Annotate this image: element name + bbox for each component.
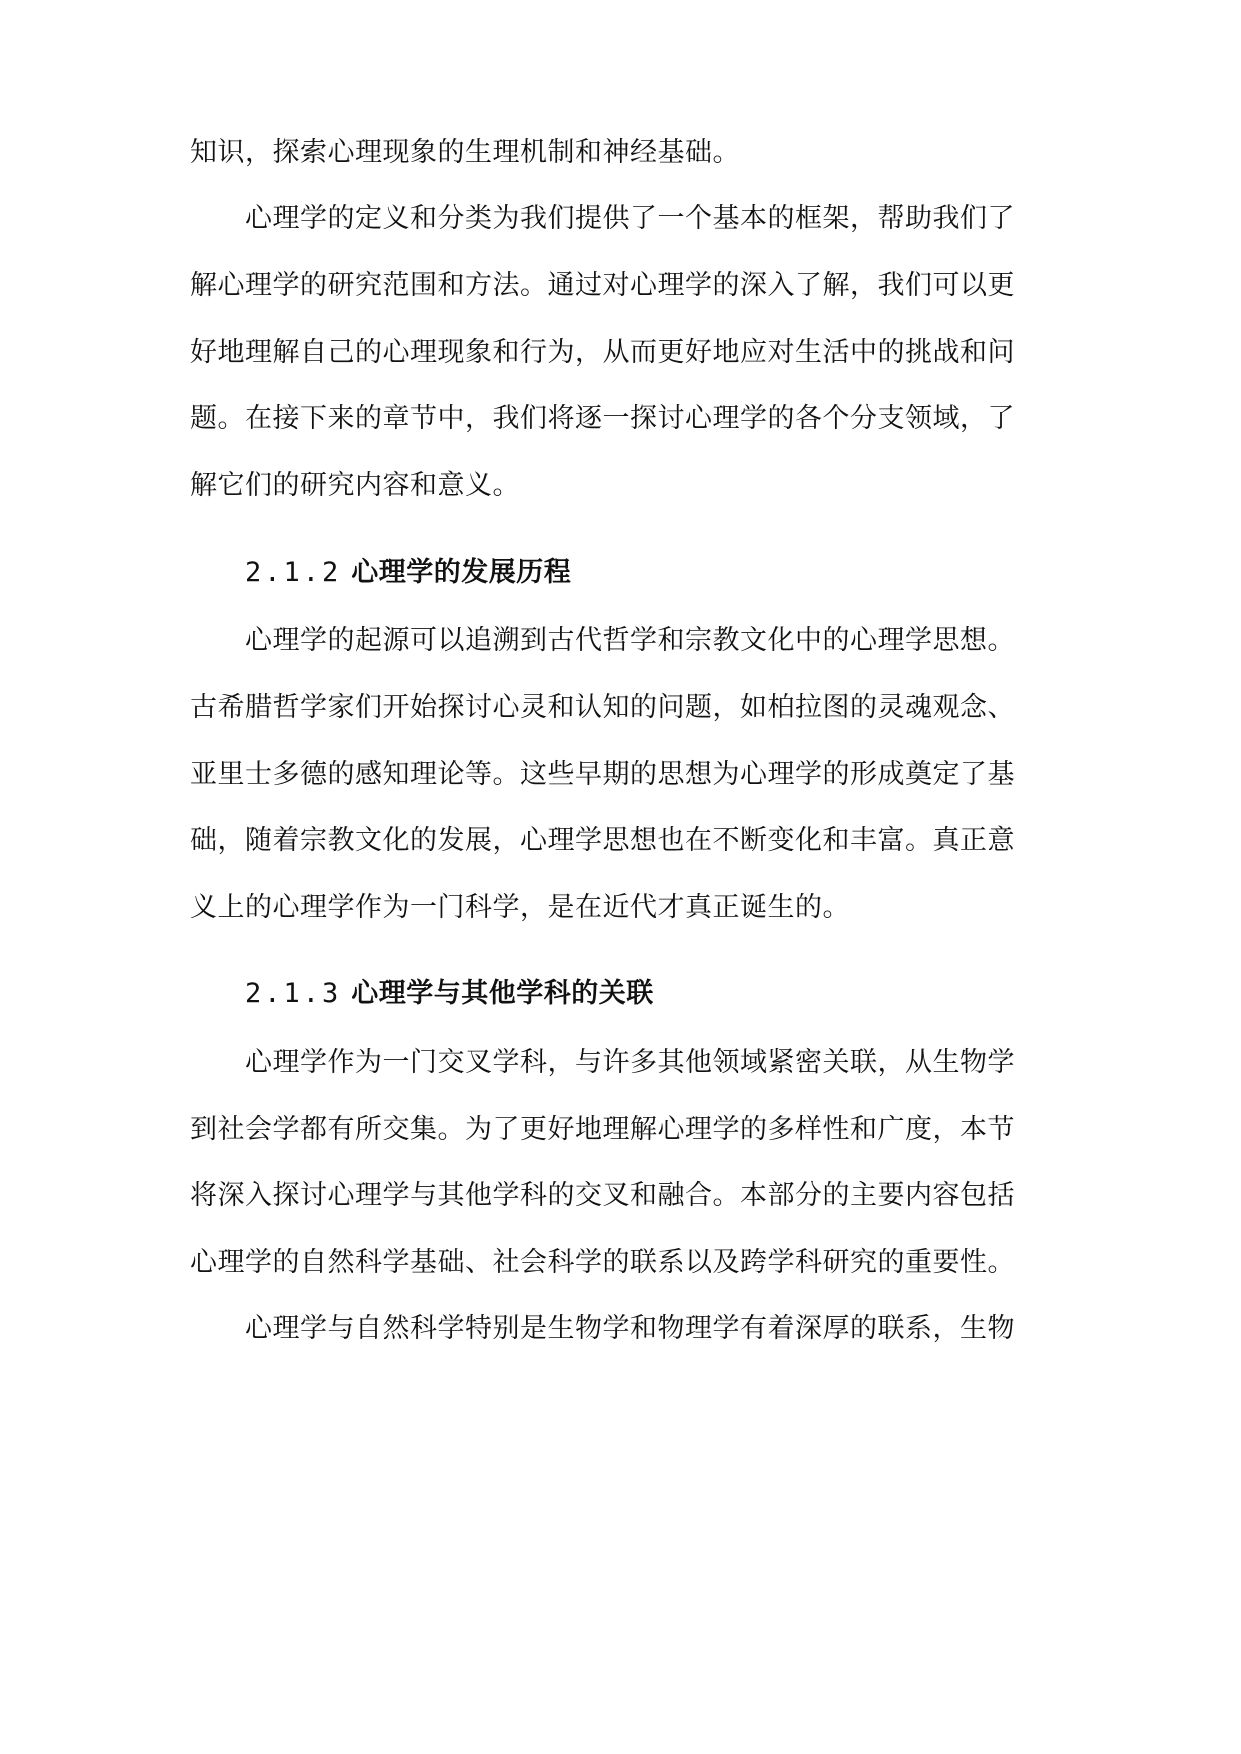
paragraph-line: 亚里士多德的感知理论等。这些早期的思想为心理学的形成奠定了基 [190,759,1015,790]
section-number: 2.1.3 [245,978,342,1009]
section-title: 心理学与其他学科的关联 [351,978,654,1009]
paragraph-line: 古希腊哲学家们开始探讨心灵和认知的问题，如柏拉图的灵魂观念、 [190,692,1015,723]
paragraph-line: 义上的心理学作为一门科学，是在近代才真正诞生的。 [190,892,850,923]
paragraph-line: 好地理解自己的心理现象和行为，从而更好地应对生活中的挑战和问 [190,337,1015,368]
section-heading-2-1-2 [245,555,571,591]
paragraph-line: 到社会学都有所交集。为了更好地理解心理学的多样性和广度，本节 [190,1114,1015,1145]
paragraph-line: 心理学作为一门交叉学科，与许多其他领域紧密关联，从生物学 [245,1047,1015,1078]
paragraph-line: 题。在接下来的章节中，我们将逐一探讨心理学的各个分支领域，了 [190,403,1015,434]
section-title: 心理学的发展历程 [351,557,572,588]
section-number: 2.1.2 [245,557,342,588]
paragraph-line: 础，随着宗教文化的发展，心理学思想也在不断变化和丰富。真正意 [190,825,1015,856]
paragraph-line: 心理学与自然科学特别是生物学和物理学有着深厚的联系，生物 [245,1313,1015,1344]
paragraph-line: 解心理学的研究范围和方法。通过对心理学的深入了解，我们可以更 [190,270,1015,301]
paragraph-line: 解它们的研究内容和意义。 [190,470,520,501]
paragraph-line: 将深入探讨心理学与其他学科的交叉和融合。本部分的主要内容包括 [190,1180,1015,1211]
paragraph-line: 心理学的定义和分类为我们提供了一个基本的框架，帮助我们了 [245,203,1015,234]
paragraph-line: 知识，探索心理现象的生理机制和神经基础。 [190,137,740,168]
paragraph-line: 心理学的起源可以追溯到古代哲学和宗教文化中的心理学思想。 [245,625,1015,656]
section-heading-2-1-3 [245,976,654,1012]
paragraph-line: 心理学的自然科学基础、社会科学的联系以及跨学科研究的重要性。 [190,1247,1015,1278]
